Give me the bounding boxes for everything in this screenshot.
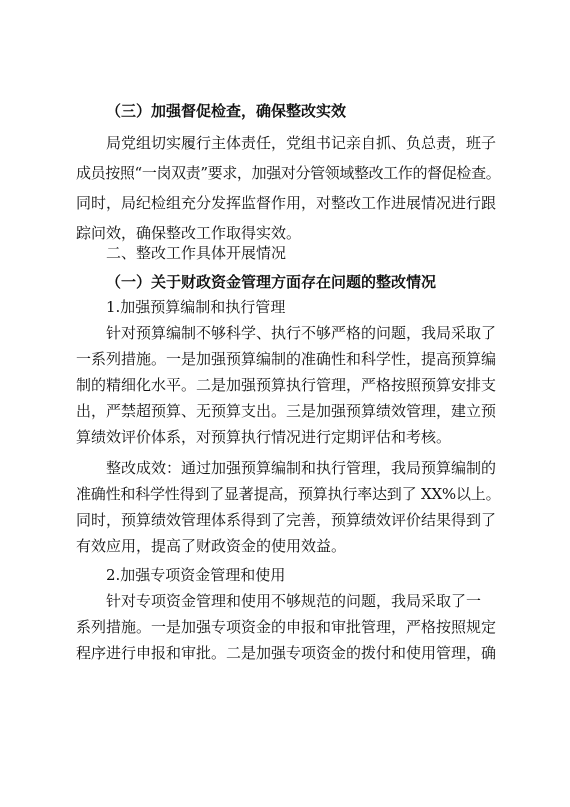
paragraph-line: 程序进行申报和审批。二是加强专项资金的拨付和使用管理，确 (76, 644, 497, 662)
paragraph-line: 局党组切实履行主体责任，党组书记亲自抓、负总责，班子 (106, 134, 497, 152)
paragraph-line: 系列措施。一是加强专项资金的申报和审批管理，严格按照规定 (76, 618, 497, 636)
item-heading-1: 1.加强预算编制和执行管理 (106, 298, 286, 316)
paragraph-line: 准确性和科学性得到了显著提高，预算执行率达到了 XX%以上。 (76, 485, 501, 503)
paragraph-line: 算绩效评价体系，对预算执行情况进行定期评估和考核。 (76, 428, 452, 446)
paragraph-line: 针对专项资金管理和使用不够规范的问题，我局采取了一 (106, 592, 482, 610)
paragraph-line: 成员按照“一岗双责”要求，加强对分管领域整改工作的督促检查。 (76, 164, 501, 182)
paragraph-line: 同时，预算绩效管理体系得到了完善，预算绩效评价结果得到了 (76, 511, 497, 529)
section-heading-3: （三）加强督促检查，确保整改实效 (106, 102, 347, 120)
paragraph-line: 整改成效：通过加强预算编制和执行管理，我局预算编制的 (106, 459, 497, 477)
paragraph-line: 一系列措施。一是加强预算编制的准确性和科学性，提高预算编 (76, 350, 497, 368)
paragraph-line: 制的精细化水平。二是加强预算执行管理，严格按照预算安排支 (76, 376, 497, 394)
paragraph-line: 同时，局纪检组充分发挥监督作用，对整改工作进展情况进行跟 (76, 194, 497, 212)
paragraph-line: 针对预算编制不够科学、执行不够严格的问题，我局采取了 (106, 324, 497, 342)
subsection-heading-1: （一）关于财政资金管理方面存在问题的整改情况 (106, 273, 437, 291)
paragraph-line: 出，严禁超预算、无预算支出。三是加强预算绩效管理，建立预 (76, 402, 497, 420)
paragraph-line: 踪问效，确保整改工作取得实效。 (76, 224, 302, 242)
chapter-heading-2: 二、整改工作具体开展情况 (106, 244, 287, 262)
item-heading-2: 2.加强专项资金管理和使用 (106, 566, 286, 584)
paragraph-line: 有效应用，提高了财政资金的使用效益。 (76, 537, 347, 555)
